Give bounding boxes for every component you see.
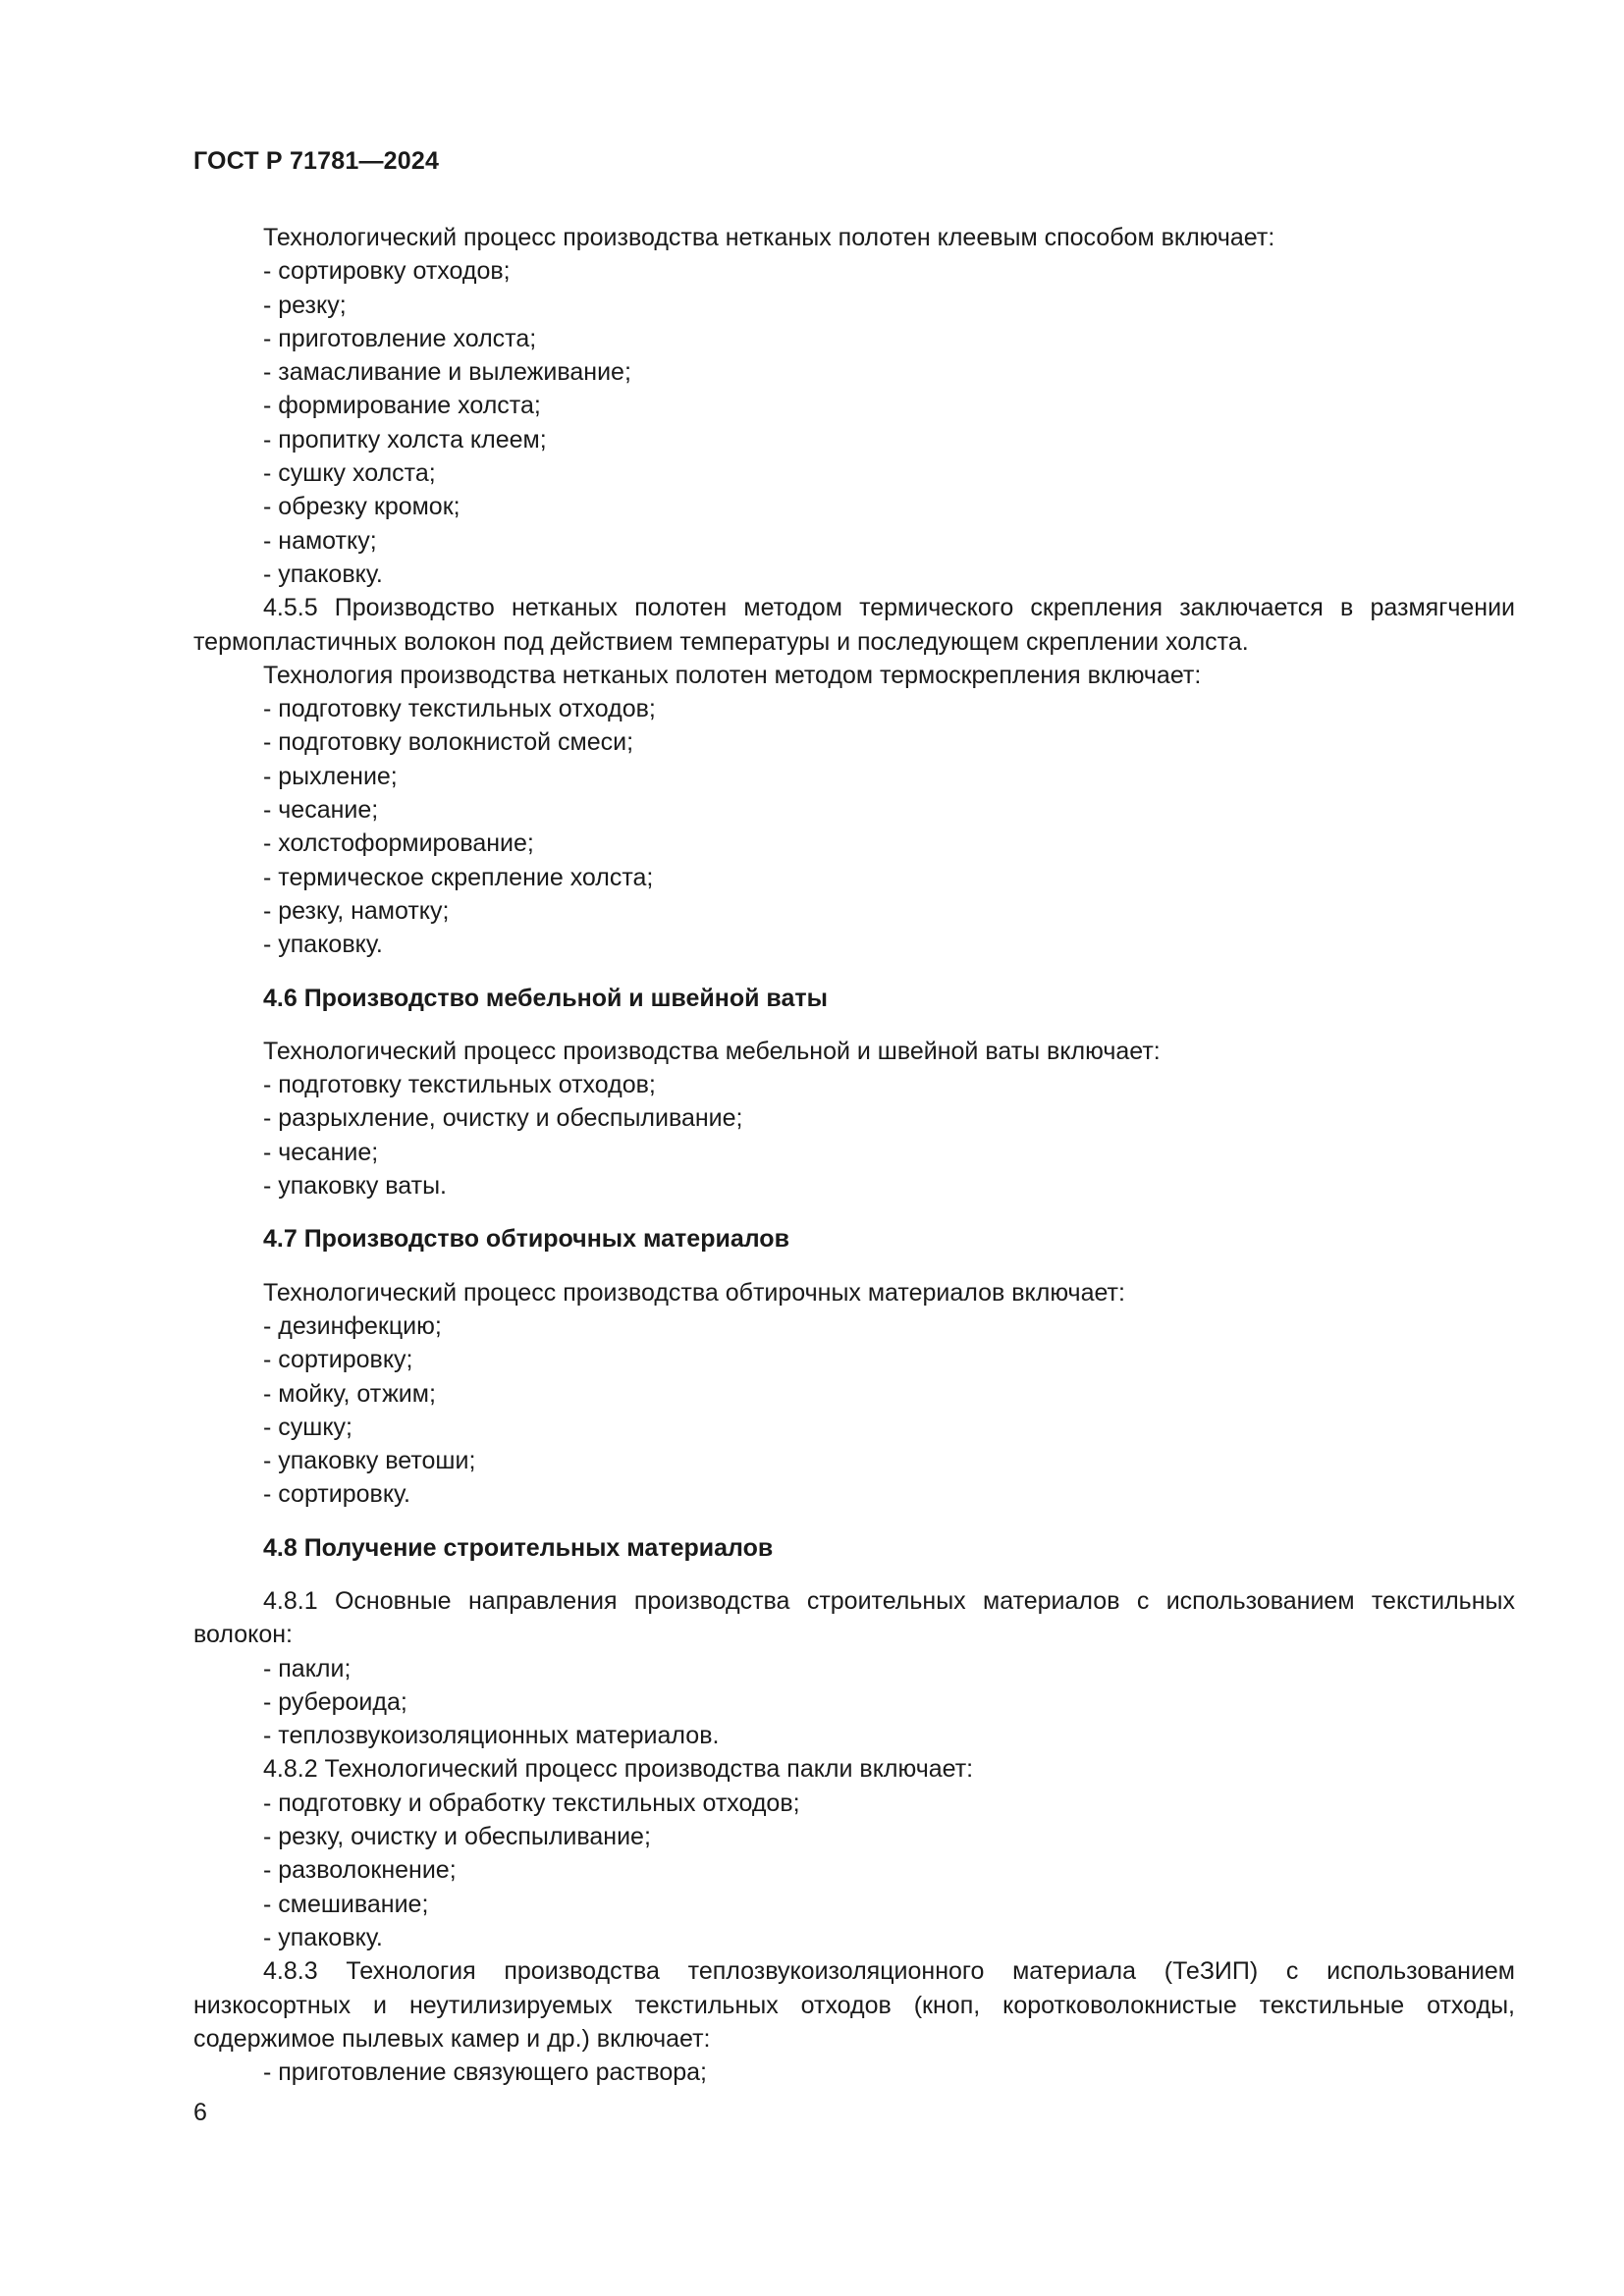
list-item: - подготовку волокнистой смеси; — [263, 728, 634, 757]
list-item: - сортировку. — [263, 1480, 410, 1509]
paragraph-intro-wadding: Технологический процесс производства мебельной и швейной ваты включает: — [263, 1037, 1161, 1065]
list-item: - упаковку ваты. — [263, 1172, 447, 1201]
section-heading-4-8: 4.8 Получение строительных материалов — [263, 1533, 774, 1562]
list-item: - обрезку кромок; — [263, 493, 460, 521]
list-item: - рубероида; — [263, 1687, 407, 1716]
section-heading-4-6: 4.6 Производство мебельной и швейной ваты — [263, 984, 828, 1012]
paragraph-4-8-1: 4.8.1 Основные направления производства строительных материалов с использованием текстильных волокон: — [193, 1586, 1515, 1649]
list-item: - упаковку. — [263, 931, 383, 959]
list-item: - упаковку. — [263, 560, 383, 588]
list-item: - сушку холста; — [263, 459, 436, 488]
list-item: - термическое скрепление холста; — [263, 863, 654, 891]
list-item: - чесание; — [263, 796, 379, 825]
paragraph-4-8-2: 4.8.2 Технологический процесс производства пакли включает: — [263, 1755, 974, 1784]
list-item: - теплозвукоизоляционных материалов. — [263, 1722, 720, 1750]
section-heading-4-7: 4.7 Производство обтирочных материалов — [263, 1225, 789, 1254]
list-item: - сортировку; — [263, 1346, 413, 1374]
list-item: - формирование холста; — [263, 392, 541, 420]
list-item: - приготовление холста; — [263, 324, 537, 352]
page-number: 6 — [193, 2099, 207, 2126]
list-item: - резку, очистку и обеспыливание; — [263, 1823, 651, 1851]
list-item: - упаковку. — [263, 1923, 383, 1951]
paragraph-4-5-5: 4.5.5 Производство нетканых полотен методом термического скрепления заключается в размягчении термопластичных волокон под действием температуры и последующем скреплении холста. — [193, 594, 1515, 656]
document-header: ГОСТ Р 71781—2024 — [193, 147, 440, 175]
paragraph-intro-wiping: Технологический процесс производства обтирочных материалов включает: — [263, 1278, 1125, 1307]
paragraph-intro-thermal: Технология производства нетканых полотен методом термоскрепления включает: — [263, 661, 1202, 689]
list-item: - дезинфекцию; — [263, 1311, 442, 1340]
list-item: - резку, намотку; — [263, 896, 450, 925]
list-item: - разволокнение; — [263, 1856, 457, 1885]
list-item: - пропитку холста клеем; — [263, 425, 547, 454]
list-item: - приготовление связующего раствора; — [263, 2058, 707, 2087]
list-item: - сушку; — [263, 1413, 352, 1441]
list-item: - резку; — [263, 291, 347, 319]
list-item: - упаковку ветоши; — [263, 1447, 476, 1475]
list-item: - холстоформирование; — [263, 829, 534, 858]
list-item: - смешивание; — [263, 1890, 429, 1918]
document-body — [193, 221, 1515, 2089]
list-item: - подготовку и обработку текстильных отходов; — [263, 1789, 800, 1817]
list-item: - намотку; — [263, 526, 377, 555]
list-item: - мойку, отжим; — [263, 1379, 436, 1408]
paragraph-4-8-3: 4.8.3 Технология производства теплозвукоизоляционного материала (ТеЗИП) с использованием низкосортных и неутилизируемых текстильных отходов (кноп, коротковолокнистые текстильные отходы, содержимое пылевых камер и др.) включает: — [193, 1957, 1515, 2053]
list-item: - подготовку текстильных отходов; — [263, 1071, 656, 1099]
list-item: - чесание; — [263, 1138, 379, 1166]
paragraph-intro-adhesive: Технологический процесс производства нетканых полотен клеевым способом включает: — [263, 224, 1275, 251]
list-item: - сортировку отходов; — [263, 257, 511, 286]
list-item: - разрыхление, очистку и обеспыливание; — [263, 1104, 743, 1133]
list-item: - рыхление; — [263, 762, 398, 790]
list-item: - подготовку текстильных отходов; — [263, 695, 656, 723]
list-item: - замасливание и вылеживание; — [263, 358, 631, 387]
list-item: - пакли; — [263, 1654, 352, 1682]
